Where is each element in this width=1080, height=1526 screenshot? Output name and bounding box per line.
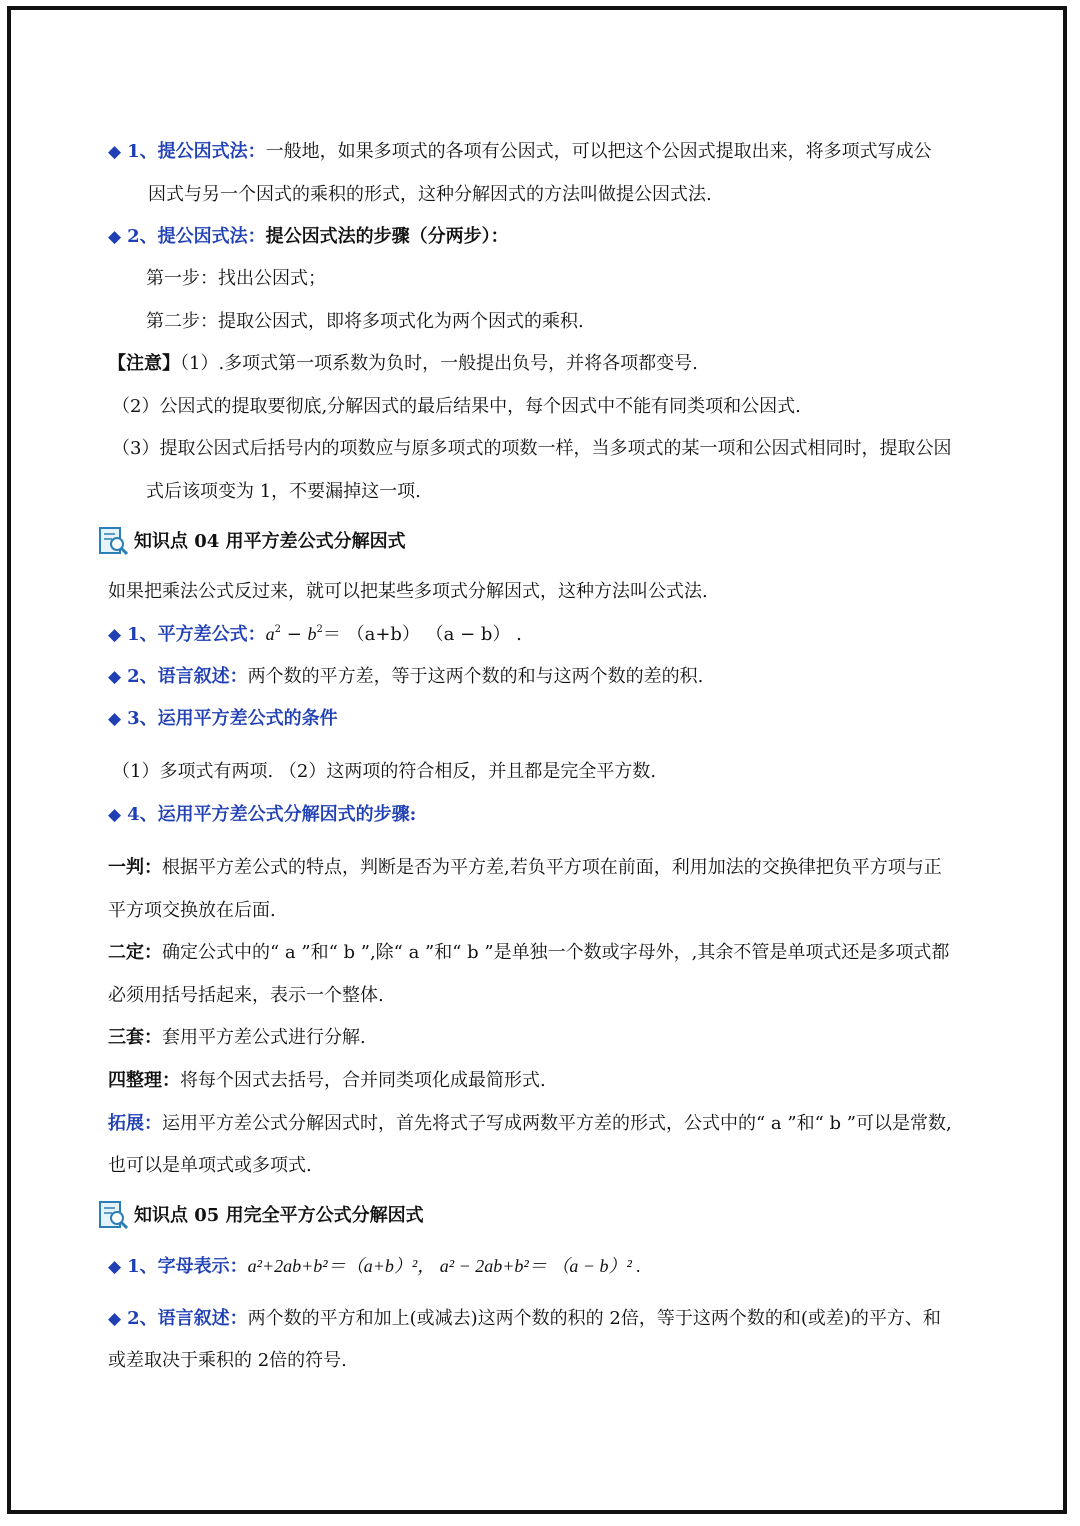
s3-note-3b: 式后该项变为 1，不要漏掉这一项. <box>146 481 421 502</box>
s3-item2-label: 2、提公因式法： <box>127 226 266 247</box>
k4-ext-label: 拓展： <box>108 1113 162 1134</box>
s3-item1-line2: 因式与另一个因式的乘积的形式，这种分解因式的方法叫做提公因式法. <box>148 184 712 205</box>
k4-step1-line2: 平方项交换放在后面. <box>108 900 276 921</box>
diamond-bullet-icon: ◆ <box>108 142 122 162</box>
s3-item1-line1 <box>108 139 932 165</box>
k5-title: 知识点 05 用完全平方公式分解因式 <box>134 1205 424 1226</box>
k4-step2-label: 二定： <box>108 942 162 963</box>
k4-step4-text: 将每个因式去括号，合并同类项化成最简形式. <box>180 1070 546 1091</box>
diamond-bullet-icon: ◆ <box>108 709 122 729</box>
s3-item2-bold: 提公因式法的步骤（分两步）： <box>265 226 509 247</box>
k4-formula-exp-a: 2 <box>274 624 281 635</box>
k4-formula-a: a <box>265 624 275 644</box>
s3-item1-text: 一般地，如果多项式的各项有公因式，可以把这个公因式提取出来，将多项式写成公 <box>265 141 932 162</box>
k4-step3-line <box>108 1025 366 1051</box>
s3-note-2: （2）公因式的提取要彻底,分解因式的最后结果中，每个因式中不能有同类项和公因式. <box>112 396 801 417</box>
diamond-bullet-icon: ◆ <box>108 1257 122 1277</box>
k4-step4-label: 四整理： <box>108 1070 180 1091</box>
k4-item2-label: 2、语言叙述： <box>127 666 248 687</box>
k4-step2-text: 确定公式中的“ a ”和“ b ”,除“ a ”和“ b ”是单独一个数或字母外，,其余不管是单项式还是多项式都 <box>162 942 950 963</box>
s3-note-line1 <box>108 351 698 377</box>
k4-item4-label: 4、运用平方差公式分解因式的步骤: <box>127 804 417 825</box>
s3-note-1: （1）.多项式第一项系数为负时，一般提出负号，并将各项都变号. <box>180 353 698 374</box>
s3-note-3a: （3）提取公因式后括号内的项数应与原多项式的项数一样，当多项式的某一项和公因式相同时，提取公因 <box>112 438 952 459</box>
k5-item2-label: 2、语言叙述： <box>127 1308 248 1329</box>
k4-step4-line <box>108 1068 546 1094</box>
k4-item3-line <box>108 706 338 732</box>
k4-conditions: （1）多项式有两项. （2）这两项的符合相反，并且都是完全平方数. <box>112 761 657 782</box>
k4-formula-b: b <box>307 624 317 644</box>
k5-formula: a²+2ab+b²＝（a+b）²， a² − 2ab+b²＝ （a − b）² . <box>247 1256 641 1276</box>
k4-step1-text: 根据平方差公式的特点，判断是否为平方差,若负平方项在前面，利用加法的交换律把负平方项与正 <box>162 857 942 878</box>
k4-step3-text: 套用平方差公式进行分解. <box>162 1027 366 1048</box>
k4-step2-line2: 必须用括号括起来，表示一个整体. <box>108 985 384 1006</box>
diamond-bullet-icon: ◆ <box>108 625 122 645</box>
k4-step3-label: 三套： <box>108 1027 162 1048</box>
knowledge-point-icon <box>97 1198 131 1232</box>
s3-step2: 第二步：提取公因式，即将多项式化为两个因式的乘积. <box>146 311 584 332</box>
k4-item1-label: 1、平方差公式： <box>127 624 266 645</box>
k4-ext-line1 <box>108 1111 952 1137</box>
k4-step1-label: 一判： <box>108 857 162 878</box>
k4-formula-rest: ＝ （a+b） （a − b） . <box>322 624 522 645</box>
k4-formula-minus: − <box>280 624 308 645</box>
k4-item4-line <box>108 802 416 828</box>
k4-step2-line1 <box>108 940 949 966</box>
k4-intro: 如果把乘法公式反过来，就可以把某些多项式分解因式，这种方法叫公式法. <box>108 581 708 602</box>
s3-item1-label: 1、提公因式法： <box>127 141 266 162</box>
diamond-bullet-icon: ◆ <box>108 805 122 825</box>
k4-title: 知识点 04 用平方差公式分解因式 <box>134 531 406 552</box>
k4-ext-text: 运用平方差公式分解因式时，首先将式子写成两数平方差的形式，公式中的“ a ”和“ b ”可以是常数, <box>162 1113 952 1134</box>
k4-item3-label: 3、运用平方差公式的条件 <box>127 708 338 729</box>
k4-step1-line1 <box>108 855 942 881</box>
knowledge-point-icon <box>97 524 131 558</box>
diamond-bullet-icon: ◆ <box>108 667 122 687</box>
k5-item1-label: 1、字母表示： <box>127 1256 248 1277</box>
k4-item2-text: 两个数的平方差，等于这两个数的和与这两个数的差的积. <box>247 666 704 687</box>
k5-item2-text: 两个数的平方和加上(或减去)这两个数的积的 2倍，等于这两个数的和(或差)的平方、和 <box>247 1308 941 1329</box>
k4-item1-line <box>108 621 522 647</box>
diamond-bullet-icon: ◆ <box>108 227 122 247</box>
s3-step1: 第一步：找出公因式； <box>146 268 326 289</box>
k4-ext-line2: 也可以是单项式或多项式. <box>108 1155 312 1176</box>
diamond-bullet-icon: ◆ <box>108 1309 122 1329</box>
k4-formula-exp-b: 2 <box>316 624 323 635</box>
s3-item2-line <box>108 224 509 250</box>
k5-item2-line2: 或差取决于乘积的 2倍的符号. <box>108 1350 347 1371</box>
k5-item1-line <box>108 1253 641 1279</box>
s3-note-label: 【注意】 <box>108 353 180 374</box>
k5-item2-line1 <box>108 1306 941 1332</box>
k4-item2-line <box>108 664 703 690</box>
